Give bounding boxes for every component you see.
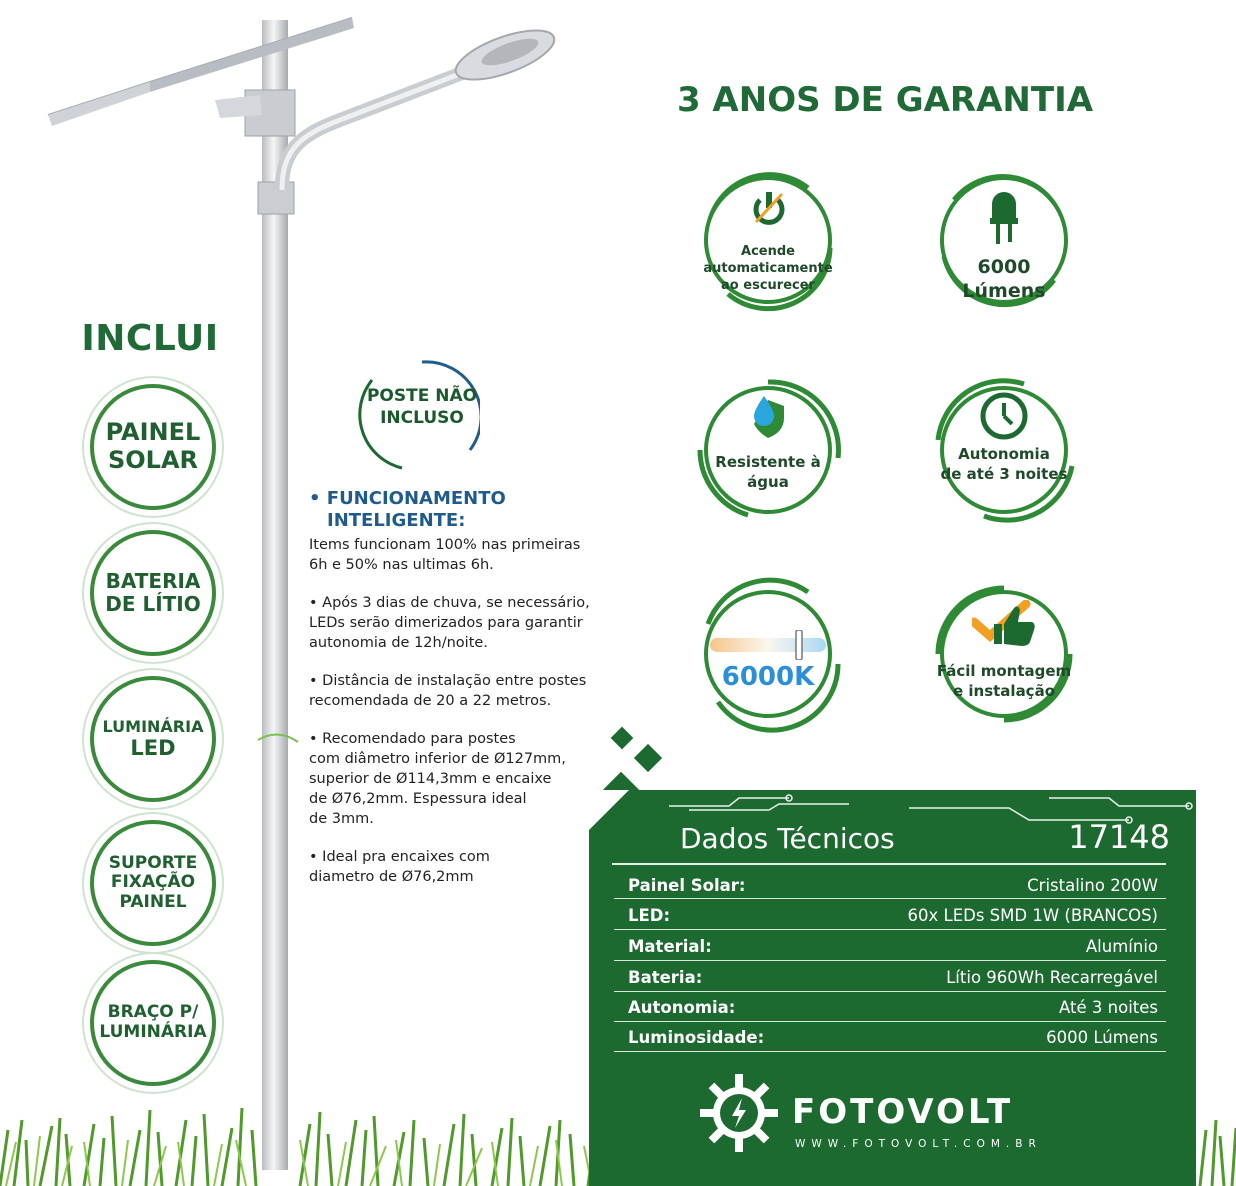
spec-row-divider: [614, 1051, 1166, 1052]
feature-label-line: Acende: [741, 244, 795, 259]
feature-autonomy: [924, 370, 1084, 530]
feature-label: [934, 256, 1074, 304]
spec-row-divider: [614, 898, 1166, 899]
include-label-line: SUPORTE: [108, 852, 198, 873]
brand-name: FOTOVOLT: [792, 1092, 1014, 1132]
feature-label: [698, 452, 838, 493]
feature-easy-install: [924, 574, 1084, 734]
include-item-panel-mount: [90, 820, 216, 946]
clock-icon: [978, 390, 1030, 442]
spec-row: [614, 871, 1166, 899]
note-item: [309, 671, 639, 711]
spec-value: Alumínio: [1085, 936, 1158, 956]
spec-value: Lítio 960Wh Recarregável: [946, 967, 1158, 987]
note-line: recomendada de 20 a 22 metros.: [309, 693, 552, 710]
spec-value: Cristalino 200W: [1027, 875, 1158, 895]
include-item-solar-panel: [90, 384, 216, 510]
feature-label-line: Resistente à: [715, 453, 821, 471]
spec-key: Bateria:: [628, 967, 703, 987]
note-line: • Ideal pra encaixes com: [309, 849, 490, 866]
include-label-line: SOLAR: [107, 446, 199, 474]
notes-heading-line: • FUNCIONAMENTO: [309, 488, 506, 509]
brand-url[interactable]: WWW.FOTOVOLT.COM.BR: [795, 1138, 1042, 1150]
note-item: [309, 593, 639, 653]
led-bulb-icon: [988, 190, 1020, 246]
spec-row: [614, 963, 1166, 991]
color-temperature-icon: [710, 630, 826, 660]
notes-heading-line: INTELIGENTE:: [327, 509, 466, 531]
include-label-line: DE LÍTIO: [105, 592, 201, 616]
note-line: de 3mm.: [309, 811, 374, 828]
note-line: • Distância de instalação entre postes: [309, 673, 587, 690]
feature-label: [934, 662, 1074, 701]
include-label-line: PAINEL: [119, 891, 187, 912]
feature-label-line: Lúmens: [962, 279, 1046, 302]
note-line: Items funcionam 100% nas primeiras: [309, 537, 581, 554]
include-item-luminaire-arm: [90, 960, 216, 1086]
note-line: superior de Ø114,3mm e encaixe: [309, 771, 552, 788]
feature-label-line: água: [747, 473, 789, 492]
datasheet-divider: [612, 863, 1166, 865]
spec-key: Luminosidade:: [628, 1027, 765, 1047]
spec-row-divider: [614, 1021, 1166, 1022]
note-line: • Recomendado para postes: [309, 731, 516, 748]
include-label-line: PAINEL: [105, 418, 201, 447]
include-item-led-luminaire: [90, 676, 216, 802]
datasheet-title: Dados Técnicos: [680, 822, 895, 855]
feature-label-line: Fácil montagem: [936, 662, 1072, 680]
include-label-line: LUMINÁRIA: [99, 1022, 207, 1042]
spec-value: Até 3 noites: [1059, 997, 1158, 1017]
feature-label: 6000K: [721, 662, 815, 692]
include-label-line: LUMINÁRIA: [102, 716, 204, 736]
include-label-line: BRAÇO P/: [107, 1002, 199, 1023]
spec-row: [614, 1023, 1166, 1051]
feature-lumens: [924, 160, 1084, 320]
include-label-line: LED: [130, 736, 176, 761]
include-label-line: FIXAÇÃO: [110, 872, 196, 893]
spec-value: 6000 Lúmens: [1046, 1027, 1158, 1047]
note-line: de Ø76,2mm. Espessura ideal: [309, 791, 527, 808]
spec-row: [614, 993, 1166, 1021]
feature-label-line: e instalação: [952, 681, 1056, 700]
note-line: diametro de Ø76,2mm: [309, 869, 474, 886]
feature-label-line: de até 3 noites: [940, 465, 1068, 484]
note-line: com diâmetro inferior de Ø127mm,: [309, 751, 566, 768]
spec-key: LED:: [628, 905, 671, 925]
spec-key: Autonomia:: [628, 997, 736, 1017]
water-drop-shield-icon: [750, 394, 790, 438]
spec-row: [614, 932, 1166, 960]
spec-value: 60x LEDs SMD 1W (BRANCOS): [907, 905, 1158, 925]
pole-notice-line: INCLUSO: [380, 408, 464, 429]
product-code: 17148: [1068, 818, 1170, 856]
note-line: • Após 3 dias de chuva, se necessário,: [309, 595, 590, 612]
feature-label: [698, 244, 838, 295]
spec-row-divider: [614, 960, 1166, 961]
feature-water-resistant: [688, 370, 848, 530]
feature-color-temperature: [688, 574, 848, 734]
feature-label-line: Autonomia: [958, 445, 1050, 463]
feature-auto-on: [688, 160, 848, 320]
feature-label-line: ao escurecer: [721, 277, 815, 293]
fotovolt-logo-icon: [696, 1070, 782, 1156]
feature-label: [934, 444, 1074, 485]
note-line: 6h e 50% nas ultimas 6h.: [309, 557, 494, 574]
grass-decoration: [0, 1090, 600, 1186]
spec-row: [614, 901, 1166, 929]
pole-notice-line: POSTE NÃO: [366, 386, 478, 406]
feature-label-line: 6000: [977, 256, 1031, 278]
note-line: autonomia de 12h/noite.: [309, 635, 488, 652]
spec-row-divider: [614, 929, 1166, 930]
note-item: [309, 535, 639, 575]
spec-row-divider: [614, 991, 1166, 992]
include-item-lithium-battery: [90, 530, 216, 656]
feature-label-line: automaticamente: [703, 260, 833, 276]
warranty-headline: 3 ANOS DE GARANTIA: [676, 80, 1094, 120]
spec-key: Material:: [628, 936, 712, 956]
notes-heading: [309, 488, 639, 531]
thumbs-up-check-icon: [972, 600, 1038, 650]
grass-decoration-right: [1196, 1110, 1236, 1186]
include-label-line: BATERIA: [105, 569, 201, 593]
note-line: LEDs serão dimerizados para garantir: [309, 615, 583, 632]
pole-notice: [352, 385, 492, 429]
spec-key: Painel Solar:: [628, 875, 746, 895]
includes-title: INCLUI: [81, 318, 219, 359]
power-sensor-icon: [752, 190, 786, 226]
